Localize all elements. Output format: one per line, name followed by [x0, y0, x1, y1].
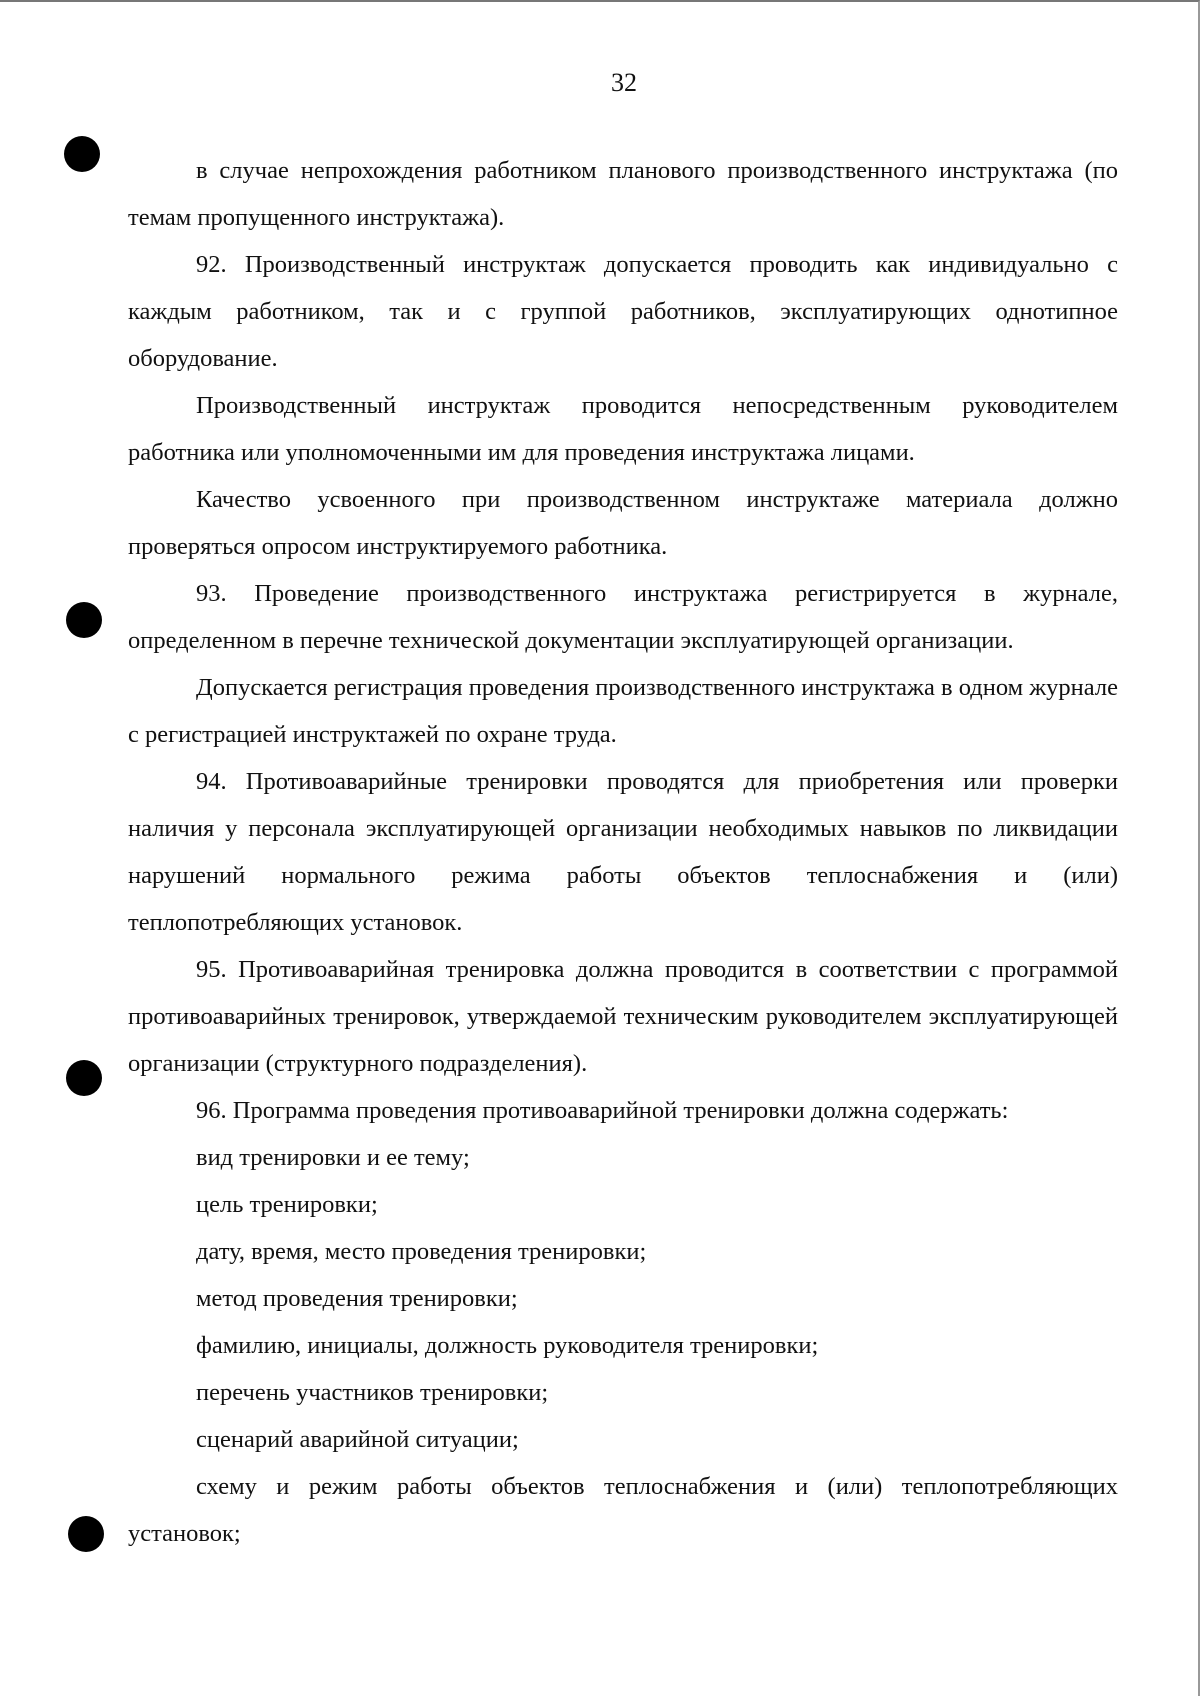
document-body: [128, 147, 1118, 1557]
paragraph-96: 96. Программа проведения противоаварийной тренировки должна содержать:: [196, 1097, 1009, 1124]
paragraph-92: 92. Производственный инструктаж допускается проводить как индивидуально с каждым работником, так и с группой работников, эксплуатирующих однотипное оборудование.: [128, 251, 1118, 372]
paragraph: Производственный инструктаж проводится непосредственным руководителем работника или уполномоченными им для проведения инструктажа лицами.: [128, 392, 1118, 466]
list-item: фамилию, инициалы, должность руководителя тренировки;: [196, 1332, 819, 1359]
list-item: дату, время, место проведения тренировки;: [196, 1238, 647, 1265]
paragraph-93: 93. Проведение производственного инструктажа регистрируется в журнале, определенном в перечне технической документации эксплуатирующей организации.: [128, 580, 1118, 654]
paragraph-95: 95. Противоаварийная тренировка должна проводится в соответствии с программой противоаварийных тренировок, утверждаемой техническим руководителем эксплуатирующей организации (структурного подразделения).: [128, 956, 1118, 1077]
list-item: метод проведения тренировки;: [196, 1285, 518, 1312]
paragraph: Допускается регистрация проведения производственного инструктажа в одном журнале с регистрацией инструктажей по охране труда.: [128, 674, 1118, 748]
list-item: вид тренировки и ее тему;: [196, 1144, 470, 1171]
punch-hole-mark: [68, 1516, 104, 1552]
punch-hole-mark: [64, 136, 100, 172]
page-number: 32: [611, 68, 637, 97]
punch-hole-mark: [66, 1060, 102, 1096]
list-item: сценарий аварийной ситуации;: [196, 1426, 519, 1453]
paragraph: в случае непрохождения работником планового производственного инструктажа (по темам пропущенного инструктажа).: [128, 157, 1118, 231]
list-item: цель тренировки;: [196, 1191, 378, 1218]
paragraph-94: 94. Противоаварийные тренировки проводятся для приобретения или проверки наличия у персонала эксплуатирующей организации необходимых навыков по ликвидации нарушений нормального режима работы объектов теплоснабжения и (или) теплопотребляющих установок.: [128, 768, 1118, 936]
punch-hole-mark: [66, 602, 102, 638]
paragraph: Качество усвоенного при производственном инструктаже материала должно проверяться опросом инструктируемого работника.: [128, 486, 1118, 560]
list-item: перечень участников тренировки;: [196, 1379, 549, 1406]
list-item: схему и режим работы объектов теплоснабжения и (или) теплопотребляющих установок;: [128, 1473, 1118, 1547]
